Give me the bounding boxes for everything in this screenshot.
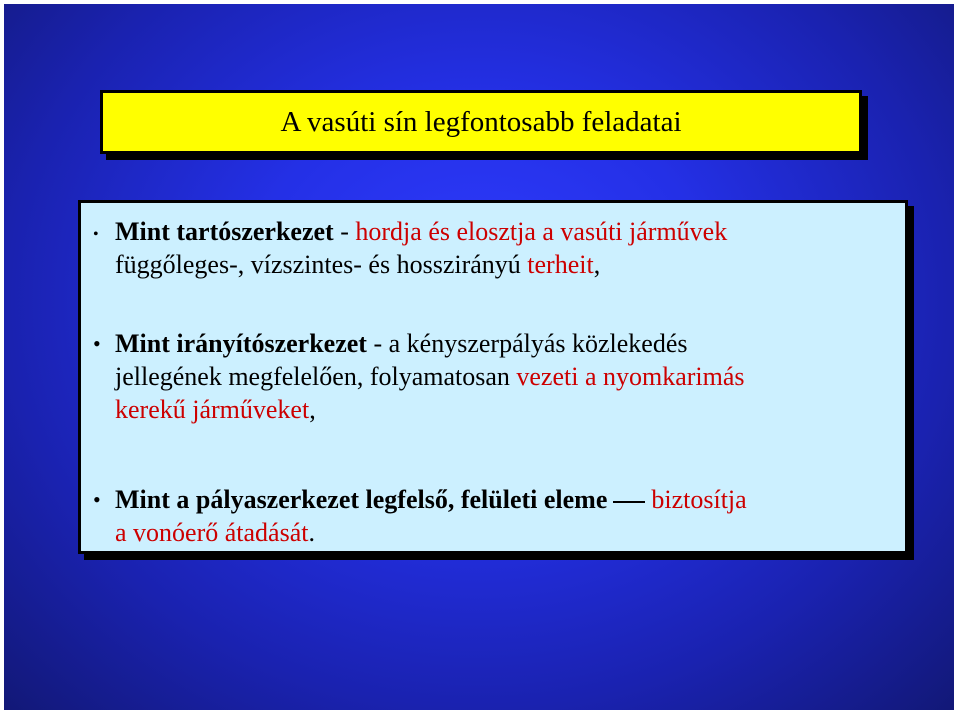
bullet-item-2	[93, 327, 745, 426]
bullet-2-line-2: jellegének megfelelően, folyamatosan	[115, 362, 510, 391]
bullet-dot-icon: •	[93, 331, 101, 356]
bullet-1-line-2: függőleges-, vízszintes- és hosszirányú	[115, 250, 521, 279]
bullet-2-tail: ,	[309, 395, 316, 424]
bullet-1-heading: Mint tartószerkezet	[115, 217, 334, 246]
bullet-item-3	[93, 483, 747, 549]
bullet-2-rest: - a kényszerpályás közlekedés	[366, 329, 688, 358]
bullet-3-red-text: biztosítja	[651, 485, 747, 514]
bullet-2-heading: Mint irányítószerkezet	[115, 329, 367, 358]
bullet-1-tail: ,	[593, 250, 601, 279]
bullet-1-red-text-2: terheit	[527, 250, 594, 279]
bullet-3-heading: Mint a pályaszerkezet legfelső, felületi eleme	[115, 485, 608, 514]
bullet-2-red-text-3: kerekű járműveket	[115, 395, 310, 424]
title-box	[100, 90, 862, 154]
content-box	[78, 200, 908, 554]
bullet-dot-icon: •	[93, 487, 101, 512]
dash-separator	[613, 501, 645, 503]
bullet-1-sep: -	[333, 217, 356, 246]
bullet-1-red-text: hordja és elosztja a vasúti járművek	[355, 217, 728, 246]
bullet-3-tail: .	[308, 518, 315, 547]
bullet-dot-icon: •	[93, 226, 99, 243]
slide-title: A vasúti sín legfontosabb feladatai	[280, 105, 682, 138]
slide-background	[4, 4, 954, 710]
bullet-3-red-text-2: a vonóerő átadását	[115, 518, 309, 547]
bullet-2-red-text: vezeti a nyomkarimás	[516, 362, 745, 391]
bullet-item-1	[93, 215, 728, 281]
